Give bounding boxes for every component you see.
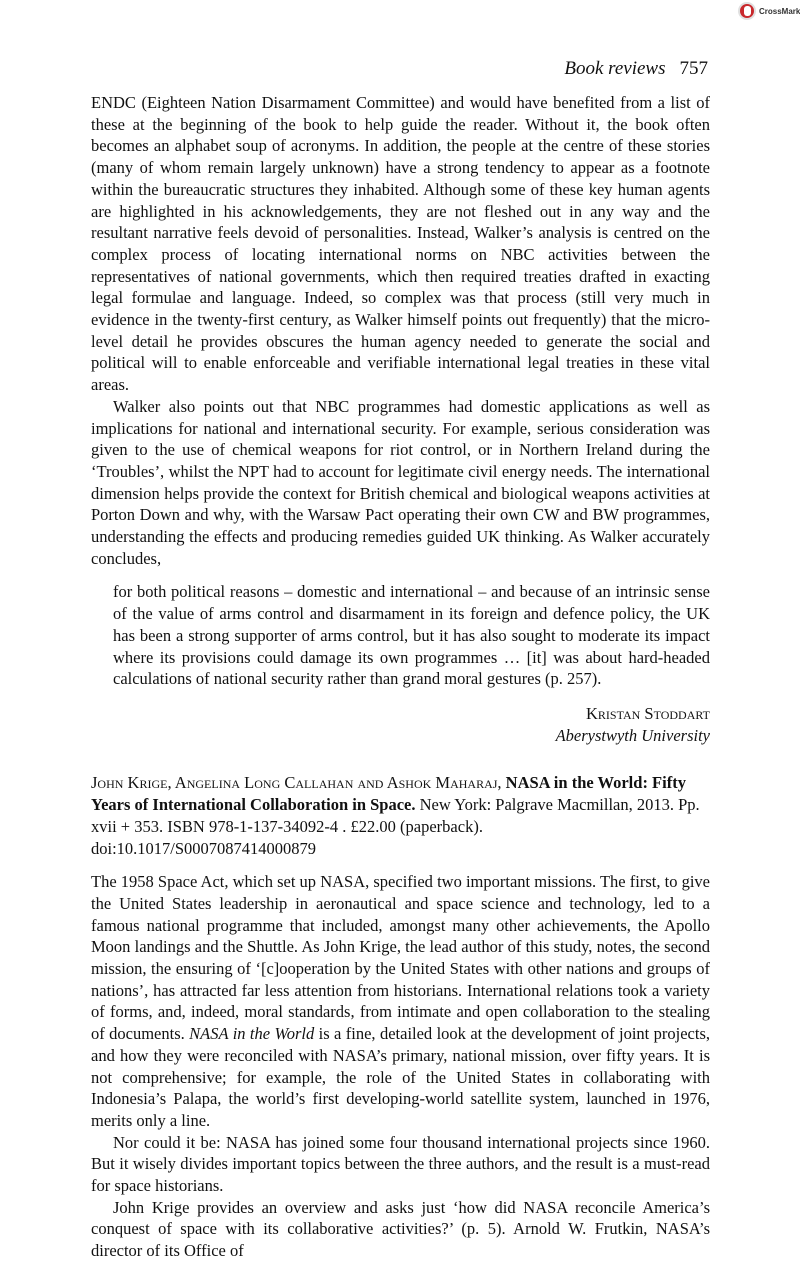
crossmark-icon	[738, 2, 756, 20]
book-publication: New York: Palgrave Macmillan, 2013. Pp. xvii + 353. ISBN 978-1-137-34092-4 . £22.00 (paperback).	[91, 795, 700, 836]
crossmark-label: CrossMark	[759, 6, 800, 16]
review1-paragraph-2: Walker also points out that NBC programmes had domestic applications as well as implications for national and international security. For example, serious consideration was given to the use of chemical weapons for riot control, or in Northern Ireland during the ‘Troubles’, whilst the NPT had to account for legitimate civil energy needs. The international dimension helps provide the context for British chemical and biological weapons activities at Porton Down and why, with the Warsaw Pact operating their own CW and BW programmes, understanding the effects and producing remedies guided UK thinking. As Walker accurately concludes,	[91, 396, 710, 568]
book-title: NASA in the World: Fifty Years of International Collaboration in Space.	[91, 773, 686, 815]
review2-paragraph-2: Nor could it be: NASA has joined some four thousand international projects since 1960. But it wisely divides important topics between the three authors, and the result is a must-read for space historians.	[91, 1132, 710, 1196]
page-number: 757	[679, 58, 708, 79]
reviewer-name: Kristan Stoddart	[586, 703, 710, 723]
review2-paragraph-3: John Krige provides an overview and asks just ‘how did NASA reconcile America’s conquest of space with its collaborative activities?’ (p. 5). Arnold W. Frutkin, NASA’s director of its Office of	[91, 1197, 710, 1261]
review1-paragraph-1: ENDC (Eighteen Nation Disarmament Committee) and would have benefited from a list of these at the beginning of the book to help guide the reader. Without it, the book often becomes an alphabet soup of acronyms. In addition, the people at the centre of these stories (many of whom remain largely unknown) have a strong tendency to appear as a footnote within the bureaucratic structures they inhabited. Although some of these key human agents are highlighted in his acknowledgements, they are not fleshed out in any way and the resultant narrative feels devoid of personalities. Instead, Walker’s analysis is centred on the complex process of locating international norms on NBC activities between the representatives of national governments, which then required treaties drafted in exacting legal formulae and language. Indeed, so complex was that process (still very much in evidence in the twenty-first century, as Walker himself points out frequently) that the micro-level detail he provides obscures the human agency needed to generate the social and political will to enable enforceable and verifiable international legal treaties in these vital areas.	[91, 93, 710, 395]
review2-p1-part-b: is a fine, detailed look at the development of joint projects, and how they were reconciled with NASA’s primary, national mission, over fifty years. It is not comprehensive; for example, the role of the United States in collaborating with Indonesia’s Palapa, the world’s first developing-world satellite system, launched in 1976, merits only a line.	[91, 1024, 710, 1130]
review2-paragraph-1	[91, 871, 710, 1131]
page-body	[91, 92, 710, 1262]
reviewer-affiliation: Aberystwyth University	[555, 725, 710, 745]
crossmark-badge[interactable]	[738, 2, 800, 20]
review2-p1-book-title: NASA in the World	[189, 1024, 315, 1044]
block-quote: for both political reasons – domestic and international – and because of an intrinsic sense of the value of arms control and disarmament in its foreign and defence policy, the UK has been a strong supporter of arms control, but it has also sought to moderate its impact where its provisions could damage its own programmes … [it] was about hard-headed calculations of national security rather than grand moral gestures (p. 257).	[113, 582, 710, 689]
book-doi[interactable]: doi:10.1017/S0007087414000879	[91, 838, 317, 858]
review2-p1-part-a: The 1958 Space Act, which set up NASA, specified two important missions. The first, to give the United States leadership in aeronautical and space science and technology, led to a famous national programme that included, amongst many other achievements, the Apollo Moon landings and the Shuttle. As John Krige, the lead author of this study, notes, the second mission, the ensuring of ‘[c]ooperation by the United States with other nations and groups of nations’, has attracted far less attention from historians. International relations took a variety of forms, and, indeed, moral standards, from intimate and open collaboration to the stealing of documents.	[91, 872, 710, 1044]
running-head	[564, 58, 708, 80]
book-citation	[91, 772, 710, 859]
book-authors: John Krige, Angelina Long Callahan and Ashok Maharaj,	[91, 773, 502, 793]
reviewer-signature	[91, 703, 710, 746]
section-title: Book reviews	[564, 58, 666, 79]
